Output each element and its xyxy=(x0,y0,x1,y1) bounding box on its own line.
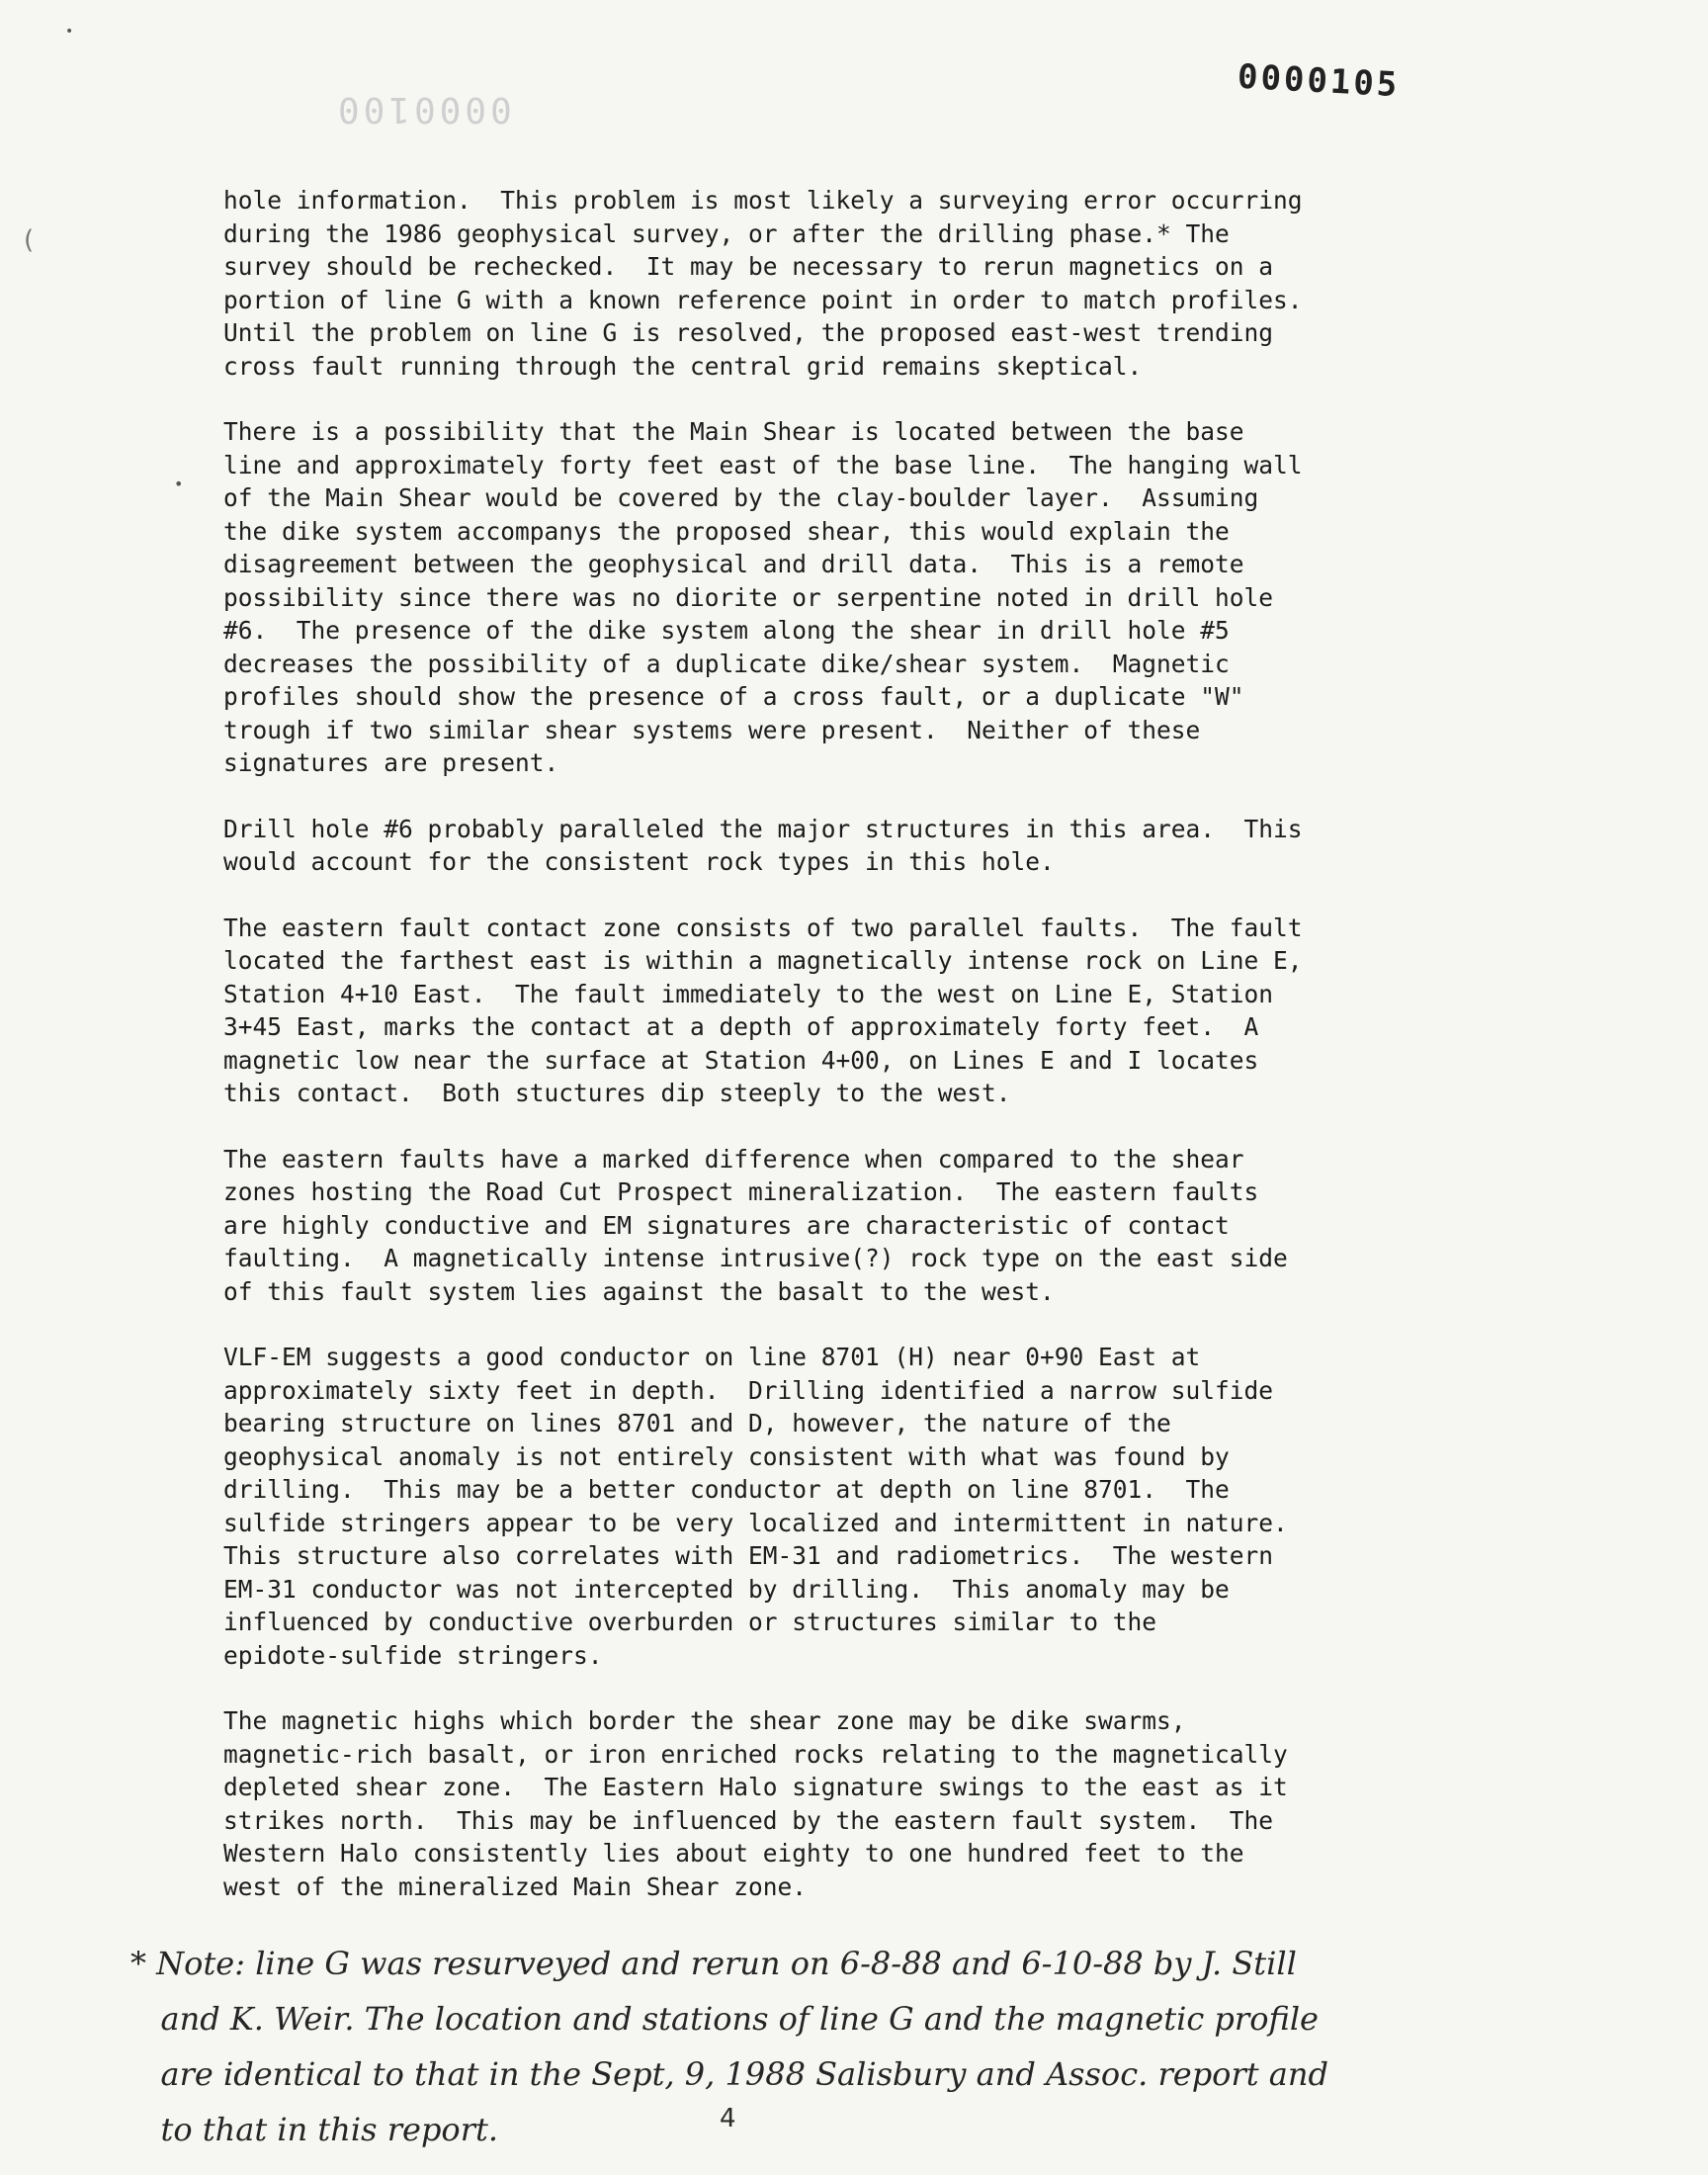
margin-dot: • xyxy=(174,475,184,493)
text-line: profiles should show the presence of a cross fault, or a duplicate "W" xyxy=(223,682,1244,711)
text-line: This structure also correlates with EM-31 and radiometrics. The western xyxy=(223,1541,1274,1570)
text-line: strikes north. This may be influenced by the eastern fault system. The xyxy=(223,1805,1274,1835)
paragraph xyxy=(223,912,1489,1110)
text-line: drilling. This may be a better conductor at depth on line 8701. The xyxy=(223,1475,1230,1504)
text-line: hole information. This problem is most likely a surveying error occurring xyxy=(223,186,1303,215)
text-line: Station 4+10 East. The fault immediately to the west on Line E, Station xyxy=(223,979,1274,1008)
text-line: possibility since there was no diorite or serpentine noted in drill hole xyxy=(223,582,1274,612)
text-line: 3+45 East, marks the contact at a depth of approximately forty feet. A xyxy=(223,1012,1259,1041)
handwritten-note xyxy=(130,1936,1613,2157)
text-line: faulting. A magnetically intense intrusive(?) rock type on the east side xyxy=(223,1244,1288,1272)
text-line: The magnetic highs which border the shear zone may be dike swarms, xyxy=(223,1706,1186,1735)
text-line: signatures are present. xyxy=(223,748,559,777)
text-line: Western Halo consistently lies about eighty to one hundred feet to the xyxy=(223,1839,1244,1868)
text-line: There is a possibility that the Main Shear is located between the base xyxy=(223,417,1244,446)
handwritten-line: and K. Weir. The location and stations of line G and the magnetic profile xyxy=(130,2000,1319,2038)
paragraph xyxy=(223,1341,1489,1672)
text-line: of the Main Shear would be covered by the clay-boulder layer. Assuming xyxy=(223,483,1259,512)
text-line: magnetic low near the surface at Station 4+00, on Lines E and I locates xyxy=(223,1045,1259,1075)
text-line: of this fault system lies against the basalt to the west. xyxy=(223,1276,1055,1306)
text-line: influenced by conductive overburden or structures similar to the xyxy=(223,1608,1157,1636)
paragraph xyxy=(223,813,1489,879)
faint-bleed-through-number: 0000100 xyxy=(334,89,512,130)
margin-mark: ( xyxy=(24,225,35,255)
paragraph xyxy=(223,1143,1489,1309)
paragraph xyxy=(223,415,1489,780)
text-line: Until the problem on line G is resolved, the proposed east-west trending xyxy=(223,318,1274,347)
scan-speck: • xyxy=(65,24,74,40)
text-line: geophysical anomaly is not entirely consistent with what was found by xyxy=(223,1441,1230,1471)
paragraph xyxy=(223,1704,1489,1903)
text-line: west of the mineralized Main Shear zone. xyxy=(223,1871,808,1901)
text-line: this contact. Both stuctures dip steeply to the west. xyxy=(223,1079,1011,1107)
text-line: bearing structure on lines 8701 and D, however, the nature of the xyxy=(223,1409,1171,1437)
text-line: decreases the possibility of a duplicate dike/shear system. Magnetic xyxy=(223,649,1230,678)
text-line: disagreement between the geophysical and drill data. This is a remote xyxy=(223,550,1244,578)
page-number: 4 xyxy=(720,2104,736,2133)
text-line: zones hosting the Road Cut Prospect mineralization. The eastern faults xyxy=(223,1177,1259,1206)
text-line: survey should be rechecked. It may be necessary to rerun magnetics on a xyxy=(223,252,1274,281)
text-line: VLF-EM suggests a good conductor on line 8701 (H) near 0+90 East at xyxy=(223,1343,1201,1371)
text-line: portion of line G with a known reference point in order to match profiles. xyxy=(223,285,1303,314)
text-line: cross fault running through the central grid remains skeptical. xyxy=(223,351,1143,381)
text-line: Drill hole #6 probably paralleled the major structures in this area. This xyxy=(223,814,1303,843)
text-line: The eastern faults have a marked difference when compared to the shear xyxy=(223,1144,1244,1174)
handwritten-line: are identical to that in the Sept, 9, 1988 Salisbury and Assoc. report and xyxy=(130,2055,1328,2093)
text-line: epidote-sulfide stringers. xyxy=(223,1640,603,1670)
text-line: located the farthest east is within a magnetically intense rock on Line E, xyxy=(223,946,1303,975)
text-line: would account for the consistent rock types in this hole. xyxy=(223,847,1055,876)
handwritten-line: * Note: line G was resurveyed and rerun on 6-8-88 and 6-10-88 by J. Still xyxy=(130,1945,1297,1982)
report-body xyxy=(223,184,1489,1936)
text-line: approximately sixty feet in depth. Drilling identified a narrow sulfide xyxy=(223,1375,1274,1405)
text-line: EM-31 conductor was not intercepted by drilling. This anomaly may be xyxy=(223,1574,1230,1604)
text-line: line and approximately forty feet east of the base line. The hanging wall xyxy=(223,450,1303,479)
document-number-stamp: 0000105 xyxy=(1237,56,1402,106)
text-line: The eastern fault contact zone consists of two parallel faults. The fault xyxy=(223,913,1303,942)
text-line: are highly conductive and EM signatures are characteristic of contact xyxy=(223,1210,1230,1240)
text-line: during the 1986 geophysical survey, or after the drilling phase.* The xyxy=(223,218,1230,248)
text-line: trough if two similar shear systems were present. Neither of these xyxy=(223,715,1201,744)
text-line: sulfide stringers appear to be very localized and intermittent in nature. xyxy=(223,1508,1288,1537)
handwritten-line: to that in this report. xyxy=(130,2111,499,2148)
paragraph xyxy=(223,184,1489,383)
text-line: depleted shear zone. The Eastern Halo signature swings to the east as it xyxy=(223,1773,1288,1801)
text-line: #6. The presence of the dike system along the shear in drill hole #5 xyxy=(223,616,1230,645)
text-line: magnetic-rich basalt, or iron enriched rocks relating to the magnetically xyxy=(223,1739,1288,1769)
text-line: the dike system accompanys the proposed shear, this would explain the xyxy=(223,516,1230,546)
